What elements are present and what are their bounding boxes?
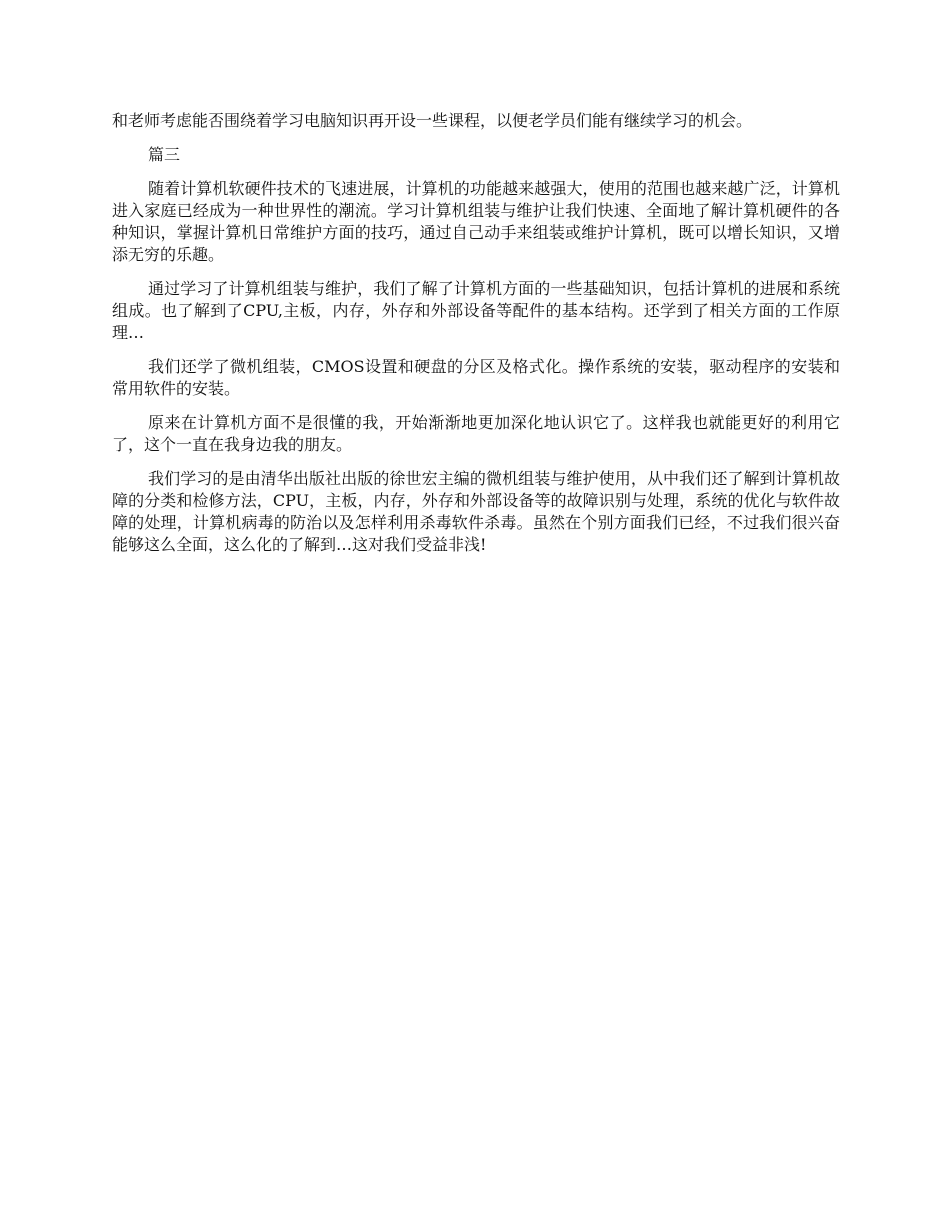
paragraph: 我们还学了微机组装，CMOS设置和硬盘的分区及格式化。操作系统的安装，驱动程序的安装和常用软件的安装。 bbox=[112, 357, 840, 398]
paragraph: 我们学习的是由清华出版社出版的徐世宏主编的微机组装与维护使用，从中我们还了解到计算机故障的分类和检修方法，CPU，主板，内存，外存和外部设备等的故障识别与处理，系统的优化与软件故障的处理，计算机病毒的防治以及怎样利用杀毒软件杀毒。虽然在个别方面我们已经，不过我们很兴奋能够这么全面，这么化的了解到…这对我们受益非浅! bbox=[112, 469, 840, 554]
paragraph-continuation: 和老师考虑能否围绕着学习电脑知识再开设一些课程，以便老学员们能有继续学习的机会。 bbox=[112, 111, 753, 130]
paragraph: 通过学习了计算机组装与维护，我们了解了计算机方面的一些基础知识，包括计算机的进展和系统组成。也了解到了CPU,主板，内存，外存和外部设备等配件的基本结构。还学到了相关方面的工作原理… bbox=[112, 279, 840, 342]
document-body bbox=[112, 110, 840, 568]
paragraph: 原来在计算机方面不是很懂的我，开始渐渐地更加深化地认识它了。这样我也就能更好的利用它了，这个一直在我身边我的朋友。 bbox=[112, 413, 840, 454]
section-heading: 篇三 bbox=[148, 145, 181, 164]
paragraph: 随着计算机软硬件技术的飞速进展，计算机的功能越来越强大，使用的范围也越来越广泛，计算机进入家庭已经成为一种世界性的潮流。学习计算机组装与维护让我们快速、全面地了解计算机硬件的各种知识，掌握计算机日常维护方面的技巧，通过自己动手来组装或维护计算机，既可以增长知识，又增添无穷的乐趣。 bbox=[112, 179, 840, 264]
